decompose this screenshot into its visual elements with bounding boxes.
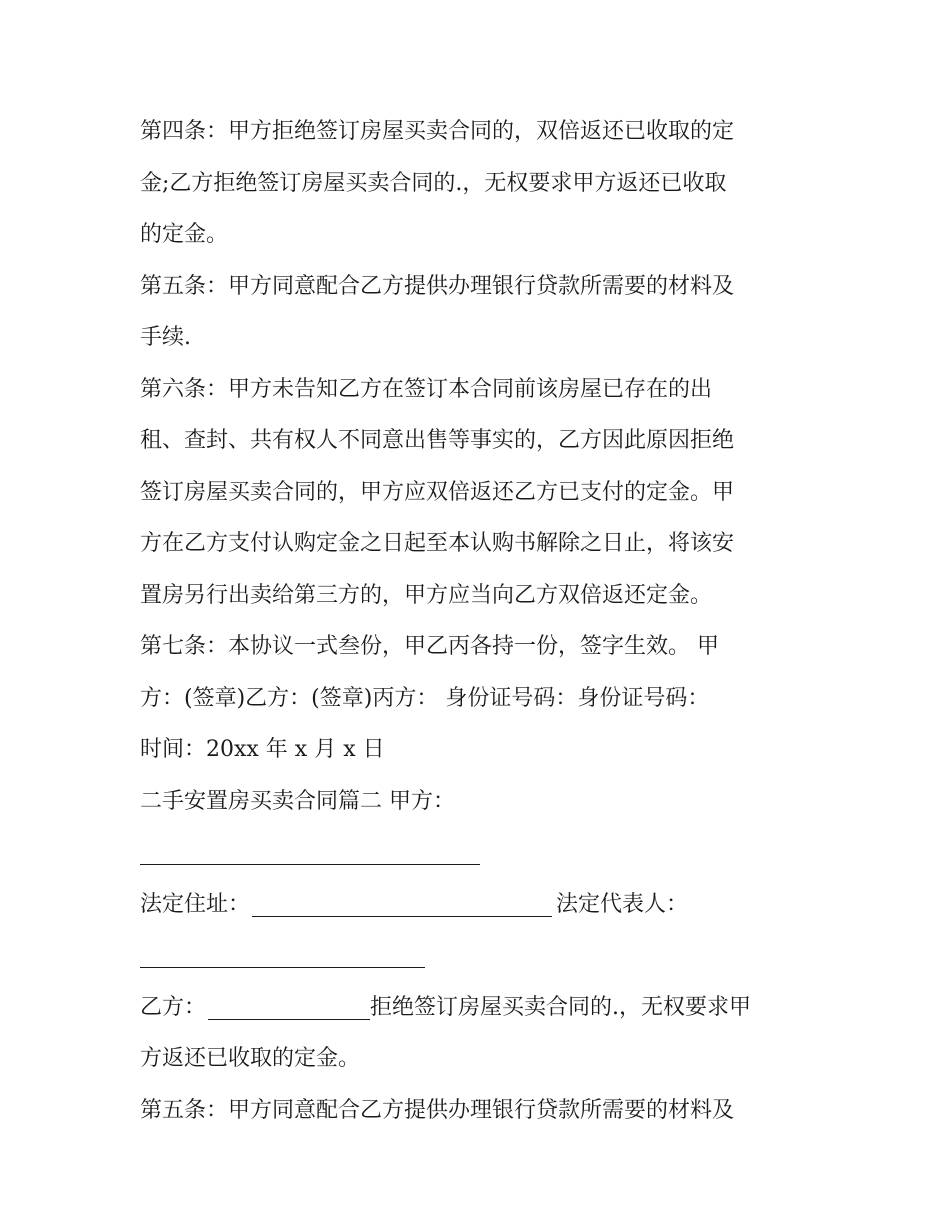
fill-in-blank xyxy=(140,828,480,865)
section-title: 二手安置房买卖合同篇二 甲方： xyxy=(140,788,455,814)
document-body xyxy=(140,106,820,1136)
text-line: 的定金。 xyxy=(140,222,229,247)
text-line: 金;乙方拒绝签订房屋买卖合同的.，无权要求甲方返还已收取 xyxy=(140,170,727,196)
text-line: 方：(签章)乙方：(签章)丙方： 身份证号码：身份证号码： xyxy=(140,685,710,711)
text-line: 租、查封、共有权人不同意出售等事实的，乙方因此原因拒绝 xyxy=(140,428,735,453)
party-b-label: 乙方： xyxy=(140,994,207,1020)
fill-in-blank xyxy=(208,983,370,1020)
address-line xyxy=(140,879,820,931)
party-b-line xyxy=(140,982,820,1034)
text-line: 第四条：甲方拒绝签订房屋买卖合同的，双倍返还已收取的定 xyxy=(140,119,735,144)
text-line: 方在乙方支付认购定金之日起至本认购书解除之日止，将该安 xyxy=(140,531,735,556)
text-line: 置房另行出卖给第三方的，甲方应当向乙方双倍返还定金。 xyxy=(140,582,713,608)
text-line: 签订房屋买卖合同的，甲方应双倍返还乙方已支付的定金。甲 xyxy=(140,479,735,505)
blank-line-party-a xyxy=(140,827,820,879)
text-line: 第六条：甲方未告知乙方在签订本合同前该房屋已存在的出 xyxy=(140,376,713,402)
party-b-text: 拒绝签订房屋买卖合同的.，无权要求甲 xyxy=(370,994,752,1020)
representative-label: 法定代表人： xyxy=(556,891,689,917)
fill-in-blank xyxy=(140,931,425,968)
text-line: 手续. xyxy=(140,325,191,350)
fill-in-blank xyxy=(252,880,552,917)
text-line: 第五条：甲方同意配合乙方提供办理银行贷款所需要的材料及 xyxy=(140,1097,735,1123)
text-line: 第五条：甲方同意配合乙方提供办理银行贷款所需要的材料及 xyxy=(140,273,735,299)
text-line: 第七条：本协议一式叁份，甲乙丙各持一份，签字生效。 甲 xyxy=(140,634,719,659)
date-line: 时间：20xx 年 x 月 x 日 xyxy=(140,737,385,762)
address-label: 法定住址： xyxy=(140,891,251,917)
text-line: 方返还已收取的定金。 xyxy=(140,1046,361,1071)
blank-line-representative xyxy=(140,930,820,982)
